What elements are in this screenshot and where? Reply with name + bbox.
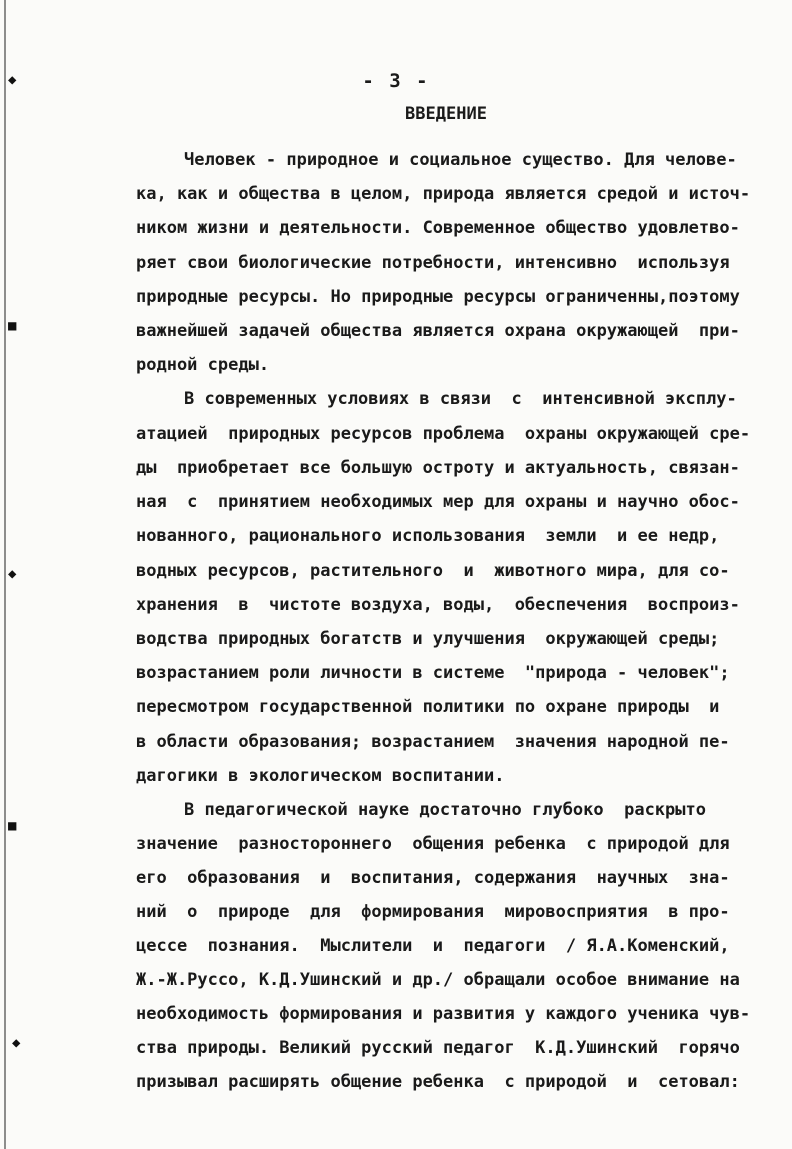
text-line: дагогики в экологическом воспитании.: [136, 766, 505, 786]
text-line: необходимость формирования и развития у каждого ученика чув-: [136, 1004, 751, 1024]
text-line: ства природы. Великий русский педагог К.Д.Ушинский горячо: [136, 1038, 740, 1058]
text-line: Человек - природное и социальное существо. Для челове-: [184, 150, 737, 170]
left-margin-line: [4, 0, 6, 1149]
binding-hole-mark: ◆: [8, 566, 17, 582]
text-line: призывал расширять общение ребенка с природой и сетовал:: [136, 1072, 740, 1092]
text-line: хранения в чистоте воздуха, воды, обеспечения воспроиз-: [136, 595, 740, 615]
text-line: важнейшей задачей общества является охрана окружающей при-: [136, 321, 740, 341]
text-line: ная с принятием необходимых мер для охраны и научно обос-: [136, 492, 740, 512]
text-line: ний о природе для формирования мировосприятия в про-: [136, 902, 730, 922]
text-line: Ж.-Ж.Руссо, К.Д.Ушинский и др./ обращали особое внимание на: [136, 970, 740, 990]
text-line: В педагогической науке достаточно глубоко раскрыто: [184, 800, 706, 820]
text-line: природные ресурсы. Но природные ресурсы ограниченны,поэтому: [136, 287, 740, 307]
text-line: ряет свои биологические потребности, интенсивно используя: [136, 253, 730, 273]
text-line: пересмотром государственной политики по охране природы и: [136, 697, 720, 717]
text-line: в области образования; возрастанием значения народной пе-: [136, 732, 730, 752]
text-line: водства природных богатств и улучшения окружающей среды;: [136, 629, 720, 649]
text-line: водных ресурсов, растительного и животного мира, для со-: [136, 561, 730, 581]
binding-hole-mark: ◆: [8, 72, 17, 88]
text-line: родной среды.: [136, 355, 270, 375]
text-line: ды приобретает все большую остроту и актуальность, связан-: [136, 458, 740, 478]
text-line: ником жизни и деятельности. Современное общество удовлетво-: [136, 218, 740, 238]
binding-hole-mark: ◆: [12, 1035, 21, 1051]
binding-hole-mark: ■: [8, 318, 17, 334]
text-line: цессе познания. Мыслители и педагоги / Я.А.Коменский,: [136, 936, 730, 956]
page-number: - 3 -: [362, 70, 430, 92]
binding-hole-mark: ■: [8, 818, 17, 834]
text-line: нованного, рационального использования земли и ее недр,: [136, 526, 720, 546]
text-line: ка, как и общества в целом, природа является средой и источ-: [136, 184, 751, 204]
text-line: значение разностороннего общения ребенка с природой для: [136, 834, 730, 854]
text-line: атацией природных ресурсов проблема охраны окружающей сре-: [136, 424, 751, 444]
text-line: его образования и воспитания, содержания научных зна-: [136, 868, 730, 888]
text-line: возрастанием роли личности в системе "природа - человек";: [136, 663, 730, 683]
text-line: В современных условиях в связи с интенсивной эксплу-: [184, 389, 737, 409]
section-heading: ВВЕДЕНИЕ: [405, 104, 487, 124]
